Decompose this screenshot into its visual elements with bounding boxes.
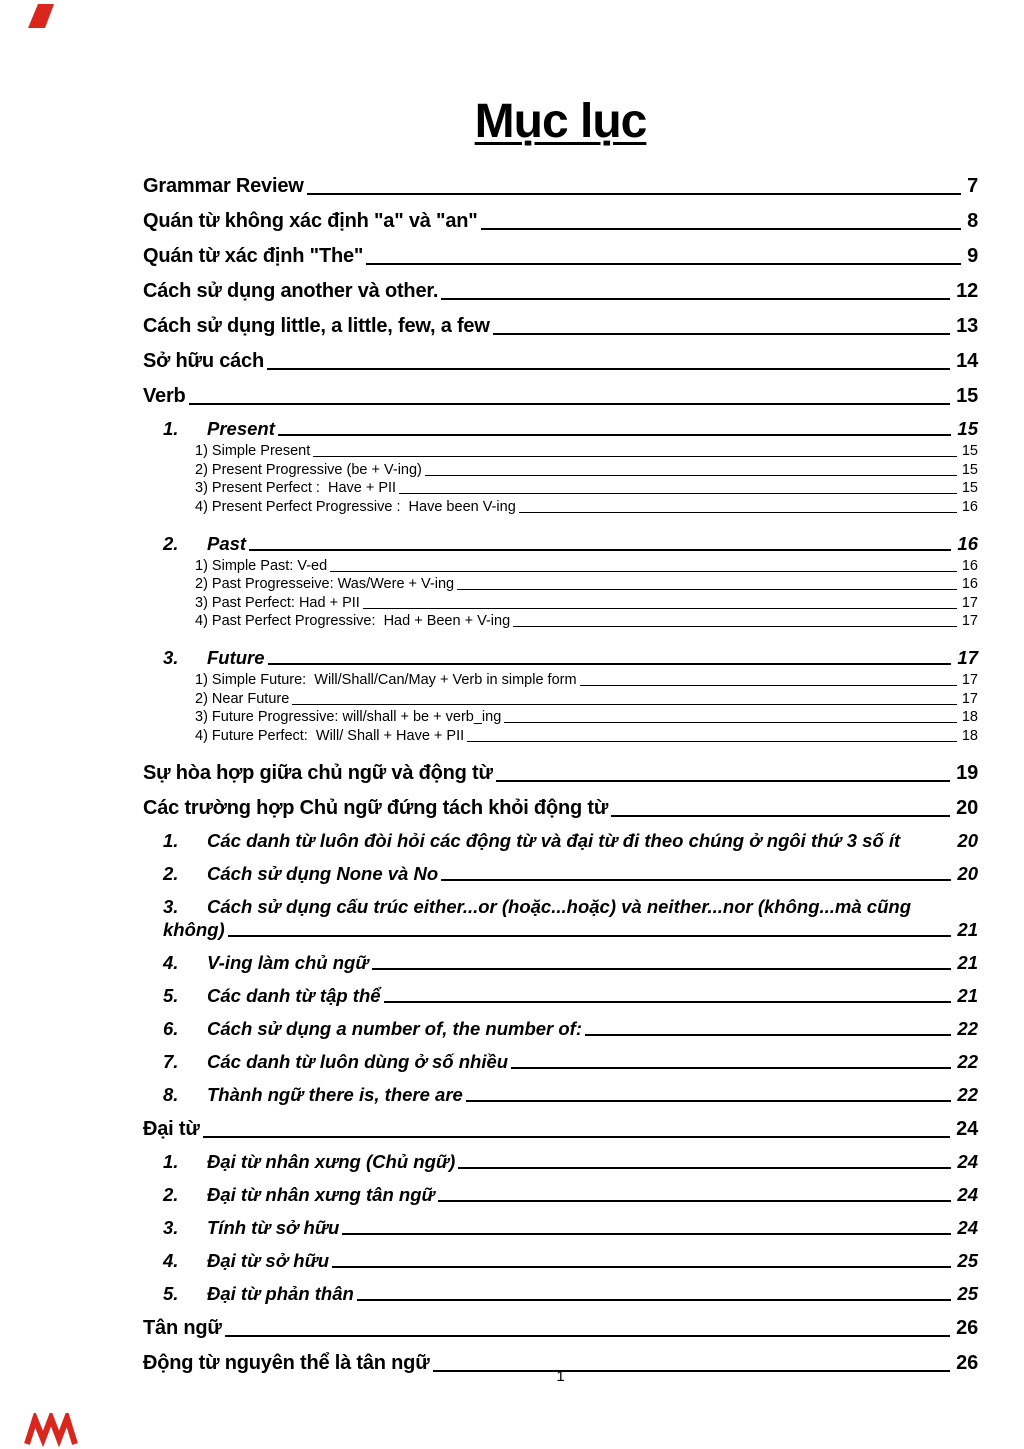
toc-entry-page: 17 — [961, 613, 978, 629]
toc-entry — [143, 710, 978, 725]
toc-entry-label: Các danh từ luôn dùng ở số nhiều — [207, 1050, 509, 1072]
toc-leader-line — [511, 1067, 951, 1069]
toc-entry-number: 6. — [163, 1017, 179, 1039]
toc-leader-line — [330, 571, 957, 572]
toc-entry — [143, 418, 978, 439]
toc-entry-label: Đại từ nhân xưng (Chủ ngữ) — [207, 1150, 456, 1172]
toc-entry-page: 24 — [957, 1216, 978, 1238]
toc-entry-page: 25 — [957, 1249, 978, 1271]
toc-entry-page: 22 — [957, 1083, 978, 1105]
toc-entry-label: V-ing làm chủ ngữ — [207, 951, 369, 973]
toc-leader-line — [225, 1335, 951, 1337]
toc-entry-label: Động từ nguyên thể là tân ngữ — [143, 1351, 430, 1374]
toc-entry — [143, 985, 978, 1006]
toc-entry-label: 1) Simple Present — [195, 443, 311, 459]
toc-entry-label: Sở hữu cách — [143, 350, 264, 372]
toc-entry-label: Quán từ không xác định "a" và "an" — [143, 210, 478, 232]
toc-entry — [143, 385, 978, 408]
toc-entry-label: 3) Future Progressive: will/shall + be + verb_ing — [195, 709, 502, 725]
toc-leader-line — [332, 1266, 951, 1268]
toc-entry-page: 19 — [956, 761, 978, 784]
toc-entry-number: 5. — [163, 984, 179, 1006]
toc-entry-label: Quán từ xác định "The" — [143, 245, 364, 267]
toc-entry-number: 2. — [163, 532, 179, 554]
toc-entry-number: 1. — [163, 1150, 179, 1172]
toc-entry — [143, 952, 978, 973]
toc-leader-line — [458, 1167, 951, 1169]
toc-entry — [143, 463, 978, 478]
toc-entry-label: 3) Present Perfect : Have + PII — [195, 480, 397, 496]
toc-entry-label: Đại từ — [143, 1117, 200, 1140]
toc-entry-number: 4. — [163, 1249, 179, 1271]
toc-entry-label: 2) Present Progressive (be + V-ing) — [195, 461, 422, 478]
toc-entry-page: 17 — [961, 594, 978, 611]
toc-leader-line — [519, 512, 957, 513]
toc-entry-page: 15 — [961, 443, 978, 459]
toc-entry — [143, 1283, 978, 1304]
toc-leader-line — [384, 1001, 952, 1003]
toc-entry-label: Các danh từ luôn đòi hỏi các động từ và đại từ đi theo chúng ở ngôi thứ 3 số ít — [207, 829, 901, 851]
toc-entry-label: Present — [207, 418, 275, 439]
toc-entry-page: 22 — [957, 1017, 978, 1039]
toc-entry-page: 20 — [957, 829, 978, 851]
toc-leader-line — [585, 1034, 951, 1036]
toc-entry — [143, 1250, 978, 1271]
toc-entry-number: 3. — [163, 895, 179, 917]
toc-leader-line — [342, 1233, 951, 1235]
toc-entry-number: 2. — [163, 1183, 179, 1205]
toc-entry — [143, 830, 978, 851]
toc-leader-line — [366, 263, 961, 265]
red-corner-mark-bottom-left-icon — [24, 1413, 78, 1447]
toc-leader-line — [203, 1136, 951, 1138]
toc-leader-line — [268, 663, 952, 665]
toc-entry-page: 26 — [956, 1351, 978, 1374]
toc-entry-number: 4. — [163, 951, 179, 973]
toc-leader-line — [457, 589, 957, 590]
toc-entry — [143, 481, 978, 496]
toc-entry — [143, 692, 978, 707]
toc-entry — [143, 896, 978, 940]
toc-entry-label: 3) Past Perfect: Had + PII — [195, 594, 360, 611]
toc-entry-page: 15 — [957, 418, 978, 439]
toc-leader-line — [493, 333, 950, 335]
page-number: 1 — [556, 1368, 565, 1385]
toc-leader-line — [441, 298, 950, 300]
toc-entry-label: Tân ngữ — [143, 1316, 222, 1339]
toc-leader-line — [267, 368, 950, 370]
toc-entry-page: 15 — [961, 480, 978, 496]
toc-entry-page: 16 — [961, 498, 978, 515]
toc-entry-label: Grammar Review — [143, 175, 304, 197]
toc-entry — [143, 1317, 978, 1340]
toc-entry-label: 4) Past Perfect Progressive: Had + Been + V-ing — [195, 613, 511, 629]
toc-entry-page: 24 — [956, 1117, 978, 1140]
toc-entry-label: 4) Present Perfect Progressive : Have been V-ing — [195, 498, 516, 515]
toc-entry — [143, 577, 978, 592]
red-corner-mark-top-left-icon — [24, 2, 60, 30]
toc-entry — [143, 797, 978, 820]
toc-entry-number: 3. — [163, 647, 179, 668]
toc-entry-page: 20 — [956, 796, 978, 819]
toc-page — [143, 0, 978, 1375]
toc-entry-page: 25 — [957, 1282, 978, 1304]
toc-entry — [143, 596, 978, 611]
toc-leader-line — [467, 741, 957, 742]
toc-leader-line — [228, 935, 952, 937]
toc-leader-line — [189, 403, 951, 405]
toc-entry-page: 21 — [957, 951, 978, 973]
toc-entry-line2 — [163, 919, 978, 940]
toc-entry-page: 18 — [961, 709, 978, 725]
toc-entry-page: 16 — [961, 576, 978, 592]
toc-entry-page: 8 — [967, 210, 978, 232]
toc-entry-page: 9 — [967, 245, 978, 267]
toc-entry-label: Verb — [143, 385, 186, 407]
toc-entry-label: Tính từ sở hữu — [207, 1216, 340, 1238]
toc-entry-page: 24 — [957, 1150, 978, 1172]
toc-leader-line — [611, 815, 950, 817]
toc-entry-label: 4) Future Perfect: Will/ Shall + Have + PII — [195, 727, 465, 744]
toc-entry — [143, 1217, 978, 1238]
toc-entry-label: Đại từ nhân xưng tân ngữ — [207, 1183, 435, 1205]
toc-entry-page: 26 — [956, 1316, 978, 1339]
toc-entry-page: 17 — [961, 690, 978, 707]
toc-entry — [143, 280, 978, 303]
toc-entry — [143, 500, 978, 515]
toc-entry-label: 2) Past Progresseive: Was/Were + V-ing — [195, 576, 455, 592]
toc-leader-line — [372, 968, 952, 970]
toc-entry-label: Cách sử dụng cấu trúc either...or (hoặc...hoặc) và neither...nor (không...mà cũng — [207, 895, 911, 917]
toc-leader-line — [399, 493, 957, 494]
toc-entry-label: Cách sử dụng None và No — [207, 862, 439, 884]
toc-entry-page: 24 — [957, 1183, 978, 1205]
toc-leader-line — [438, 1200, 952, 1202]
toc-leader-line — [496, 780, 950, 782]
toc-entry-label: 1) Simple Past: V-ed — [195, 557, 328, 574]
toc-entry — [143, 1051, 978, 1072]
toc-leader-line — [466, 1100, 952, 1102]
toc-entry — [143, 350, 978, 373]
toc-entry-page: 17 — [957, 647, 978, 668]
toc-leader-line — [363, 608, 957, 609]
toc-entry — [143, 673, 978, 688]
toc-entry — [143, 729, 978, 744]
toc-entry-label: Các danh từ tập thể — [207, 984, 381, 1006]
toc-leader-line — [249, 549, 951, 551]
toc-entry-label: 2) Near Future — [195, 690, 290, 707]
page-title: Mục lục — [474, 95, 647, 148]
toc-entry-number: 1. — [163, 829, 179, 851]
toc-entry-label: Cách sử dụng a number of, the number of: — [207, 1017, 582, 1039]
toc-entry-page: 7 — [967, 175, 978, 197]
toc-entry — [143, 1118, 978, 1141]
toc-entry-number: 3. — [163, 1216, 179, 1238]
toc-entry-page: 17 — [961, 672, 978, 688]
toc-entry — [143, 647, 978, 668]
toc-entry — [143, 245, 978, 268]
toc-entry — [143, 315, 978, 338]
toc-entry-page: 21 — [957, 918, 978, 940]
toc-entry-label: Future — [207, 647, 265, 668]
toc-entry-page: 12 — [956, 280, 978, 302]
toc-entry-page: 15 — [961, 461, 978, 478]
toc-entry-line1 — [163, 896, 978, 917]
toc-leader-line — [504, 722, 957, 723]
toc-leader-line — [513, 626, 957, 627]
toc-entry-label: Đại từ sở hữu — [207, 1249, 330, 1271]
toc-entry-label: Các trường hợp Chủ ngữ đứng tách khỏi động từ — [143, 796, 609, 819]
toc-entry-number: 7. — [163, 1050, 179, 1072]
toc-entry-label: Sự hòa hợp giữa chủ ngữ và động từ — [143, 761, 493, 784]
toc-leader-line — [425, 475, 957, 476]
toc-entry-page: 14 — [956, 350, 978, 372]
toc-entry — [143, 533, 978, 554]
toc-leader-line — [307, 193, 961, 195]
toc-leader-line — [580, 685, 957, 686]
toc-leader-line — [278, 434, 952, 436]
toc-entry-page: 16 — [957, 532, 978, 554]
toc-entry-label: Past — [207, 532, 247, 554]
toc-entry-label: Thành ngữ there is, there are — [207, 1083, 463, 1105]
toc-entry — [143, 863, 978, 884]
toc-entry-label-continued: không) — [163, 918, 225, 940]
toc-entry — [143, 614, 978, 629]
toc-leader-line — [292, 704, 957, 705]
toc-entry-page: 18 — [961, 727, 978, 744]
toc-entry-page: 22 — [957, 1050, 978, 1072]
toc-list — [143, 175, 978, 1375]
toc-entry — [143, 444, 978, 459]
toc-leader-line — [357, 1299, 952, 1301]
toc-entry — [143, 1084, 978, 1105]
toc-entry-page: 20 — [957, 862, 978, 884]
toc-entry — [143, 1151, 978, 1172]
toc-entry — [143, 175, 978, 198]
toc-entry-label: Đại từ phản thân — [207, 1282, 354, 1304]
toc-entry-page: 15 — [956, 385, 978, 407]
toc-entry-page: 21 — [957, 984, 978, 1006]
toc-entry-page: 16 — [961, 557, 978, 574]
toc-entry-page: 13 — [956, 315, 978, 337]
toc-leader-line — [441, 879, 951, 881]
toc-entry — [143, 210, 978, 233]
toc-entry-number: 5. — [163, 1282, 179, 1304]
toc-entry — [143, 559, 978, 574]
toc-entry-number: 8. — [163, 1083, 179, 1105]
toc-entry-label: 1) Simple Future: Will/Shall/Can/May + Verb in simple form — [195, 672, 577, 688]
toc-leader-line — [313, 456, 957, 457]
toc-entry — [143, 1184, 978, 1205]
toc-leader-line — [481, 228, 962, 230]
toc-entry-label: Cách sử dụng another và other. — [143, 280, 439, 302]
toc-entry — [143, 1018, 978, 1039]
toc-entry — [143, 762, 978, 785]
toc-entry-number: 1. — [163, 418, 179, 439]
toc-entry-label: Cách sử dụng little, a little, few, a few — [143, 315, 490, 337]
toc-entry-number: 2. — [163, 862, 179, 884]
